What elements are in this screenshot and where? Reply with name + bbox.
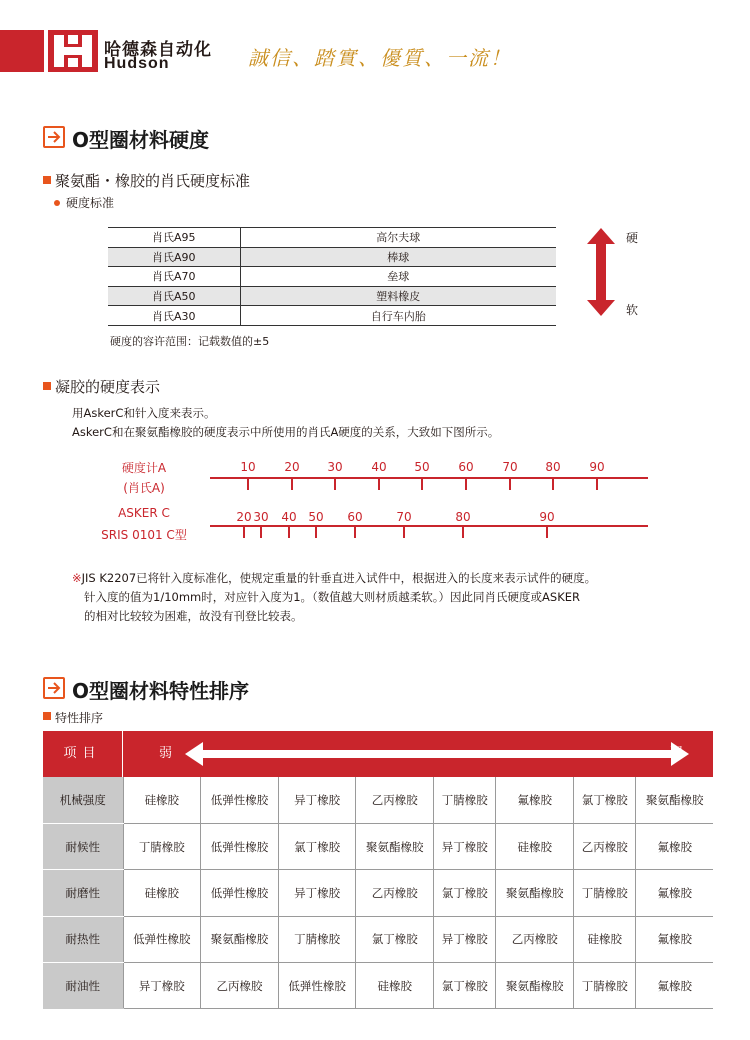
scale-tick-label: 80 bbox=[455, 510, 471, 524]
table-cell: 氯丁橡胶 bbox=[574, 777, 636, 823]
table-cell: 聚氨酯橡胶 bbox=[201, 916, 279, 962]
scale-a-label-1: 硬度计A bbox=[121, 461, 167, 475]
table-cell: 硅橡胶 bbox=[123, 777, 201, 823]
scale-tick-label: 30 bbox=[327, 460, 343, 474]
scale-tick-label: 70 bbox=[396, 510, 412, 524]
scale-c-label-1: ASKER C bbox=[118, 506, 170, 520]
gel-paragraph-1: 用AskerC和针入度来表示。 bbox=[72, 406, 216, 420]
scale-c-line bbox=[210, 525, 648, 527]
section-arrow-icon bbox=[43, 126, 65, 148]
table-cell: 氟橡胶 bbox=[496, 777, 574, 823]
scale-tick-mark bbox=[546, 527, 548, 538]
table-row bbox=[43, 870, 713, 916]
header-item: 项目 bbox=[43, 731, 123, 777]
scale-tick-label: 90 bbox=[589, 460, 605, 474]
double-arrow-icon bbox=[185, 740, 689, 768]
table-row: 肖氏A50 塑料橡皮 bbox=[108, 286, 556, 306]
scale-tick-mark bbox=[247, 479, 249, 490]
scale-tick-label: 50 bbox=[414, 460, 430, 474]
table-cell: 氯丁橡胶 bbox=[356, 916, 434, 962]
scale-tick-label: 60 bbox=[458, 460, 474, 474]
table-cell: 低弹性橡胶 bbox=[278, 963, 356, 1009]
table-cell: 异丁橡胶 bbox=[434, 823, 496, 869]
table-cell: 氟橡胶 bbox=[636, 870, 713, 916]
table-cell: 氯丁橡胶 bbox=[434, 870, 496, 916]
scale-tick-label: 40 bbox=[371, 460, 387, 474]
scale-tick-mark bbox=[334, 479, 336, 490]
jis-note-line-2: 针入度的值为1/10mm时，对应针入度为1。（数值越大则材质越柔软。）因此同肖氏硬度或ASKER bbox=[84, 590, 581, 604]
table-cell: 异丁橡胶 bbox=[278, 777, 356, 823]
table-cell: 氟橡胶 bbox=[636, 916, 713, 962]
scale-tick-mark bbox=[462, 527, 464, 538]
table-cell: 丁腈橡胶 bbox=[123, 823, 201, 869]
gel-paragraph-2: AskerC和在聚氨酯橡胶的硬度表示中所使用的肖氏A硬度的关系，大致如下图所示。 bbox=[72, 425, 500, 439]
table-row bbox=[43, 777, 713, 823]
scale-tick-mark bbox=[260, 527, 262, 538]
table-cell: 乙丙橡胶 bbox=[356, 870, 434, 916]
subsection-shore-standard: 聚氨酯・橡胶的肖氏硬度标准 bbox=[43, 170, 250, 191]
table-cell: 丁腈橡胶 bbox=[278, 916, 356, 962]
table-row bbox=[43, 916, 713, 962]
square-bullet-icon bbox=[43, 382, 51, 390]
tolerance-note: 硬度的容许范围：记载数值的±5 bbox=[110, 335, 270, 348]
table-cell: 氟橡胶 bbox=[636, 823, 713, 869]
table-cell: 异丁橡胶 bbox=[434, 916, 496, 962]
table-cell: 氟橡胶 bbox=[636, 963, 713, 1009]
scale-tick-label: 90 bbox=[539, 510, 555, 524]
scale-tick-label: 80 bbox=[545, 460, 561, 474]
property-table-body bbox=[43, 777, 713, 1009]
table-cell: 低弹性橡胶 bbox=[201, 823, 279, 869]
table-row: 肖氏A95 高尔夫球 bbox=[108, 228, 556, 248]
table-cell: 异丁橡胶 bbox=[123, 963, 201, 1009]
scale-tick-label: 10 bbox=[240, 460, 256, 474]
scale-tick-label: 20 bbox=[284, 460, 300, 474]
table-cell: 乙丙橡胶 bbox=[574, 823, 636, 869]
table-cell: 聚氨酯橡胶 bbox=[636, 777, 713, 823]
row-header: 耐热性 bbox=[43, 916, 123, 962]
table-cell: 聚氨酯橡胶 bbox=[496, 963, 574, 1009]
table-cell: 聚氨酯橡胶 bbox=[356, 823, 434, 869]
table-cell: 丁腈橡胶 bbox=[434, 777, 496, 823]
table-cell: 丁腈橡胶 bbox=[574, 963, 636, 1009]
table-cell: 聚氨酯橡胶 bbox=[496, 870, 574, 916]
scale-tick-mark bbox=[354, 527, 356, 538]
hard-label: 硬 bbox=[626, 231, 639, 245]
table-cell: 硅橡胶 bbox=[574, 916, 636, 962]
table-cell: 低弹性橡胶 bbox=[201, 870, 279, 916]
table-cell: 硅橡胶 bbox=[496, 823, 574, 869]
scale-tick-mark bbox=[509, 479, 511, 490]
scale-tick-label: 20 bbox=[236, 510, 252, 524]
table-cell: 乙丙橡胶 bbox=[356, 777, 434, 823]
row-header: 机械强度 bbox=[43, 777, 123, 823]
scale-tick-mark bbox=[421, 479, 423, 490]
bullet-hardness-standard: 硬度标准 bbox=[54, 194, 114, 211]
property-ranking-table bbox=[43, 731, 713, 1009]
jis-note-line-3: 的相对比较较为困难，故没有刊登比较表。 bbox=[84, 609, 303, 623]
dot-bullet-icon bbox=[54, 200, 60, 206]
subsection-property-ranking: 特性排序 bbox=[43, 709, 103, 726]
scale-a-line bbox=[210, 477, 648, 479]
section-title-hardness: O型圈材料硬度 bbox=[72, 128, 210, 152]
table-cell: 低弹性橡胶 bbox=[123, 916, 201, 962]
scale-tick-mark bbox=[596, 479, 598, 490]
table-row bbox=[43, 963, 713, 1009]
table-row: 肖氏A30 自行车内胎 bbox=[108, 306, 556, 326]
table-cell: 硅橡胶 bbox=[356, 963, 434, 1009]
scale-tick-label: 50 bbox=[308, 510, 324, 524]
company-name-en: Hudson bbox=[104, 55, 170, 72]
jis-note-line-1: ※JIS K2207已将针入度标准化，使规定重量的针垂直进入试件中，根据进入的长度来表示试件的硬度。 bbox=[72, 571, 597, 585]
soft-label: 软 bbox=[626, 303, 639, 317]
header-strong: 强 bbox=[669, 746, 683, 761]
table-row bbox=[43, 823, 713, 869]
table-cell: 异丁橡胶 bbox=[278, 870, 356, 916]
hardness-table bbox=[108, 227, 556, 326]
scale-tick-mark bbox=[378, 479, 380, 490]
scale-tick-label: 40 bbox=[281, 510, 297, 524]
scale-tick-mark bbox=[465, 479, 467, 490]
row-header: 耐油性 bbox=[43, 963, 123, 1009]
section-title-properties: O型圈材料特性排序 bbox=[72, 679, 250, 703]
scale-tick-mark bbox=[552, 479, 554, 490]
scale-tick-mark bbox=[403, 527, 405, 538]
square-bullet-icon bbox=[43, 176, 51, 184]
table-cell: 氯丁橡胶 bbox=[278, 823, 356, 869]
company-slogan: 誠信、踏實、優質、一流！ bbox=[248, 46, 512, 70]
brand-color-bar bbox=[0, 30, 44, 72]
table-row: 肖氏A70 垒球 bbox=[108, 267, 556, 287]
scale-tick-mark bbox=[243, 527, 245, 538]
table-cell: 硅橡胶 bbox=[123, 870, 201, 916]
scale-c-label-2: SRIS 0101 C型 bbox=[101, 528, 187, 542]
company-name-cn: 哈德森自动化 bbox=[104, 40, 212, 60]
table-row: 肖氏A90 棒球 bbox=[108, 247, 556, 267]
scale-tick-mark bbox=[315, 527, 317, 538]
scale-tick-mark bbox=[288, 527, 290, 538]
scale-tick-label: 70 bbox=[502, 460, 518, 474]
table-cell: 乙丙橡胶 bbox=[201, 963, 279, 1009]
property-table-header bbox=[43, 731, 713, 777]
scale-a-label-2: (肖氏A) bbox=[123, 481, 165, 495]
row-header: 耐磨性 bbox=[43, 870, 123, 916]
scale-tick-label: 60 bbox=[347, 510, 363, 524]
table-cell: 低弹性橡胶 bbox=[201, 777, 279, 823]
subsection-gel-hardness: 凝胶的硬度表示 bbox=[43, 376, 160, 397]
scale-tick-label: 30 bbox=[253, 510, 269, 524]
table-cell: 丁腈橡胶 bbox=[574, 870, 636, 916]
table-cell: 乙丙橡胶 bbox=[496, 916, 574, 962]
row-header: 耐候性 bbox=[43, 823, 123, 869]
hudson-logo-icon bbox=[48, 30, 98, 72]
hard-soft-arrow-icon bbox=[585, 228, 617, 316]
square-bullet-icon bbox=[43, 712, 51, 720]
header-weak: 弱 bbox=[159, 746, 173, 761]
section-arrow-icon bbox=[43, 677, 65, 699]
scale-tick-mark bbox=[291, 479, 293, 490]
table-cell: 氯丁橡胶 bbox=[434, 963, 496, 1009]
